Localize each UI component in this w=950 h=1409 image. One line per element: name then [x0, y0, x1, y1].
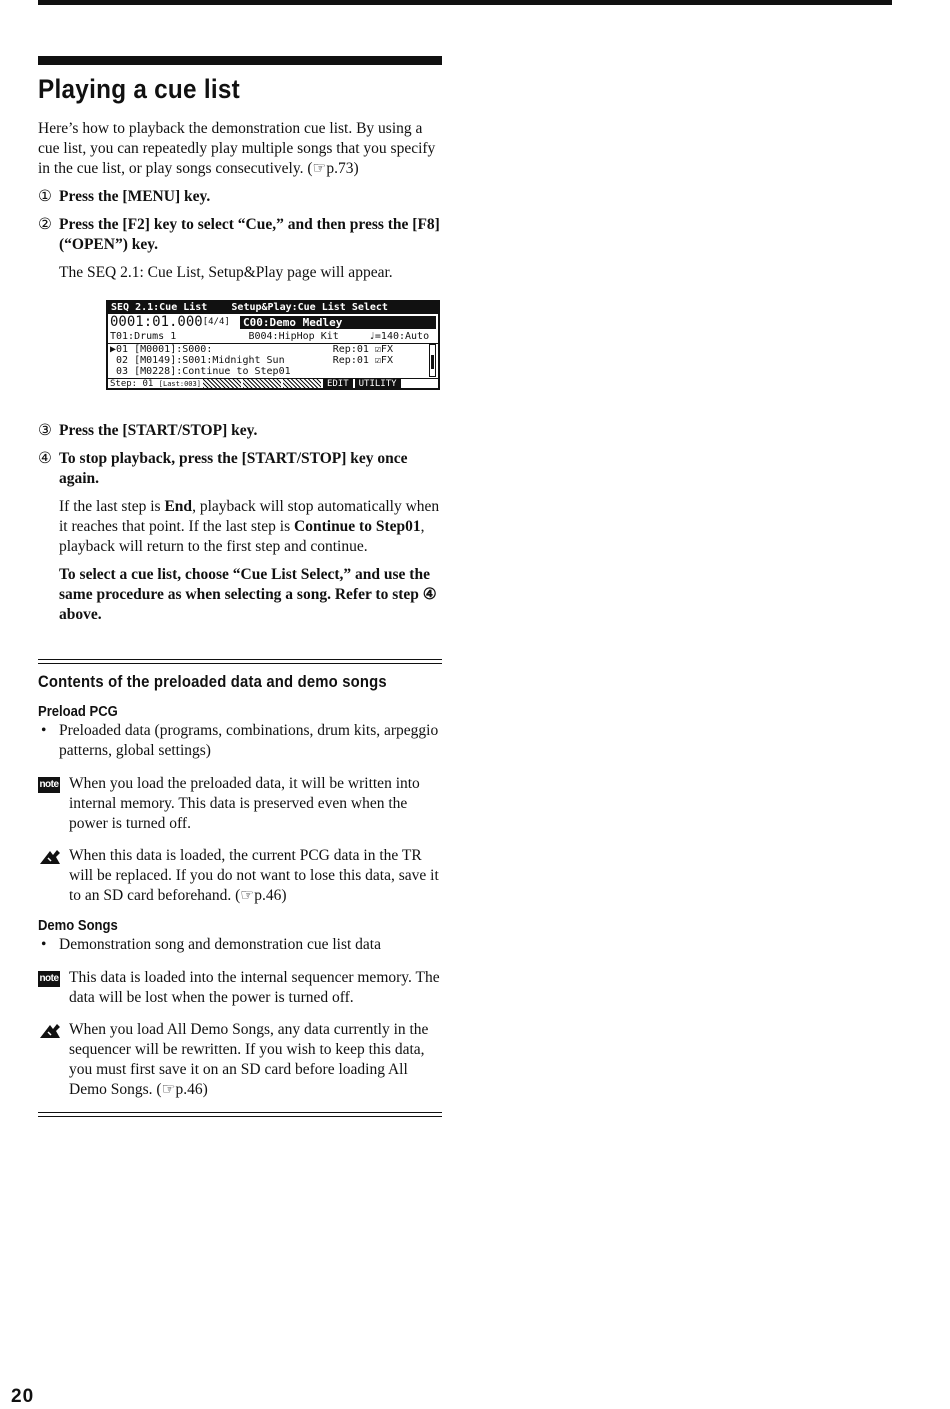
step-text: Press the [F2] key to select “Cue,” and then press the [F8] (“OPEN”) key.	[59, 216, 440, 253]
step-number: ③	[38, 422, 52, 439]
intro-paragraph: Here’s how to playback the demonstration cue list. By using a cue list, you can repeatedly play multiple songs that you specify in the cue list, or play songs consecutively. (☞p.73)	[38, 120, 436, 177]
warning-icon	[38, 1022, 62, 1040]
lcd-location: 0001:01.000	[110, 314, 203, 330]
step-number: ④	[38, 450, 52, 467]
step-number: ②	[38, 216, 52, 233]
step-2	[38, 215, 442, 255]
select-tip: To select a cue list, choose “Cue List Select,” and use the same procedure as when selecting a song. Refer to step ④ above.	[59, 566, 437, 623]
step-1	[38, 187, 442, 207]
step-text: Press the [MENU] key.	[59, 188, 211, 205]
step-4-detail	[38, 497, 442, 557]
step-text: To stop playback, press the [START/STOP] key once again.	[59, 450, 408, 487]
lcd-last-label: [Last:003]	[158, 380, 201, 388]
step-4	[38, 449, 442, 489]
lcd-step-label: Step: 01	[110, 379, 154, 389]
lcd-utility-tab: UTILITY	[355, 379, 401, 390]
bullet-dot: •	[41, 722, 47, 739]
note-text: This data is loaded into the internal sequencer memory. The data will be lost when the power is turned off.	[69, 969, 440, 1006]
demo-bullet	[38, 935, 442, 955]
note-text: When you load the preloaded data, it will be written into internal memory. This data is preserved even when the power is turned off.	[69, 775, 420, 832]
step-2-result: The SEQ 2.1: Cue List, Setup&Play page will appear.	[59, 264, 393, 281]
demo-note	[38, 968, 442, 1008]
note-icon: note	[38, 777, 60, 793]
box-top-rule	[38, 659, 442, 664]
detail-text: If the last step is	[59, 498, 165, 515]
lcd-scrollbar	[429, 344, 436, 377]
detail-bold: End	[164, 498, 193, 515]
section-bar	[38, 56, 442, 65]
warning-icon	[38, 848, 62, 866]
demo-heading: Demo Songs	[38, 918, 118, 934]
page-number: 20	[11, 1386, 35, 1407]
preload-warning	[38, 846, 442, 906]
note-icon: note	[38, 971, 60, 987]
steps-continued	[38, 421, 442, 625]
lcd-header: SEQ 2.1:Cue List Setup&Play:Cue List Select	[108, 302, 438, 314]
top-rule	[38, 0, 892, 5]
lcd-step-row: ▶01 [M0001]:S000: Rep:01 ☑FX	[110, 344, 393, 355]
detail-text: , playback will stop automatically when it reaches that point. If the last step is	[59, 498, 440, 535]
preload-heading: Preload PCG	[38, 704, 118, 720]
warning-text: When you load All Demo Songs, any data currently in the sequencer will be rewritten. If you wish to keep this data, you must first save it on an SD card before loading All Demo Songs. (☞p.46)	[69, 1021, 429, 1098]
preload-bullet	[38, 721, 442, 761]
lcd-edit-tab: EDIT	[323, 379, 353, 390]
step-number: ①	[38, 188, 52, 205]
lcd-cue-list-name: C00:Demo Medley	[240, 316, 436, 329]
detail-bold: Continue to Step01	[294, 518, 421, 535]
bullet-text: Preloaded data (programs, combinations, drum kits, arpeggio patterns, global settings)	[59, 722, 439, 759]
main-column	[38, 56, 442, 1117]
box-bottom-rule	[38, 1112, 442, 1117]
preload-note	[38, 774, 442, 834]
bullet-text: Demonstration song and demonstration cue list data	[59, 936, 381, 953]
lcd-screenshot	[106, 300, 440, 390]
lcd-location-row	[108, 315, 438, 330]
lcd-step-row: 03 [M0228]:Continue to Step01	[110, 366, 291, 377]
lcd-footer	[108, 378, 438, 390]
section-title: Playing a cue list	[38, 74, 241, 104]
contents-title: Contents of the preloaded data and demo songs	[38, 673, 387, 691]
step-text: Press the [START/STOP] key.	[59, 422, 258, 439]
detail-text: , playback will return to the first step and continue.	[59, 518, 425, 555]
demo-warning	[38, 1020, 442, 1100]
step-3	[38, 421, 442, 441]
lcd-step-row: 02 [M0149]:S001:Midnight Sun Rep:01 ☑FX	[110, 355, 393, 366]
lcd-tab-hatched	[203, 379, 241, 388]
warning-text: When this data is loaded, the current PCG data in the TR will be replaced. If you do not want to lose this data, save it to an SD card beforehand. (☞p.46)	[69, 847, 439, 904]
lcd-tab-hatched	[283, 379, 321, 388]
lcd-tab-hatched	[243, 379, 281, 388]
lcd-track-row: T01:Drums 1 B004:HipHop Kit ♩=140:Auto	[108, 331, 438, 344]
bullet-dot: •	[41, 936, 47, 953]
lcd-meter: [4/4]	[202, 317, 230, 327]
